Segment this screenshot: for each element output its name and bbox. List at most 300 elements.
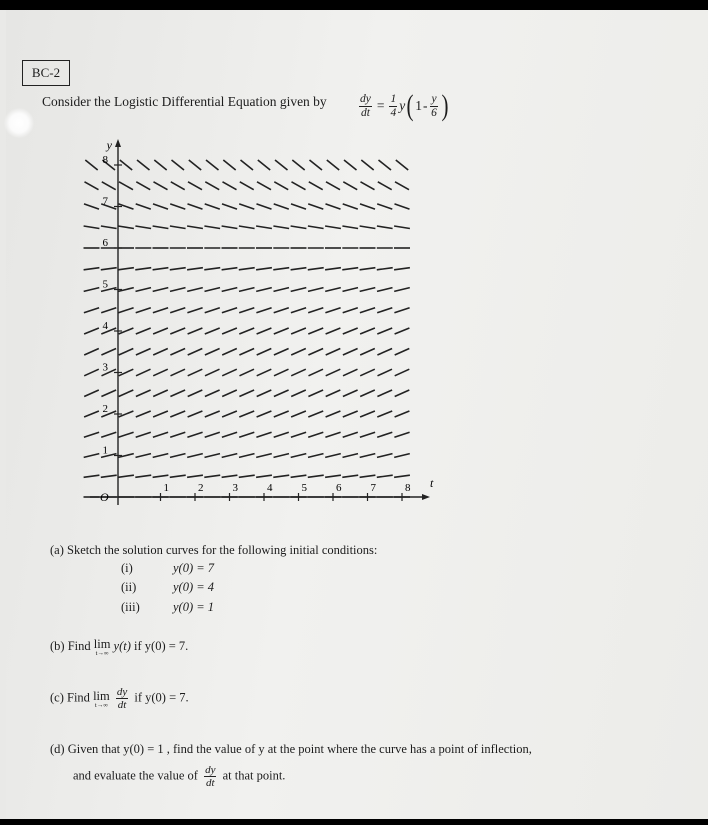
slope-segment [396,160,408,170]
slope-segment [360,390,375,397]
y-tick-label: 3 [102,361,108,374]
slope-segment [84,204,99,209]
slope-segment [394,226,410,229]
slope-segment [119,390,134,397]
slope-segment [395,349,410,356]
slope-segment [239,268,255,270]
slope-segment [172,160,185,170]
slope-segment [257,182,271,190]
slope-segment [153,288,169,292]
slope-segment [325,475,341,477]
slope-segment [239,432,254,437]
t-axis-arrow-icon [422,494,430,500]
slope-segment [361,160,373,170]
slope-segment [222,432,237,437]
part-c-condition: if y(0) = 7. [134,690,189,705]
slope-segment [343,369,358,376]
slope-segment [153,328,168,334]
slope-segment [154,182,168,190]
slope-segment [223,160,235,170]
slope-segment [360,268,376,270]
limit-operator: lim t→∞ [93,688,110,709]
slope-segment [84,288,100,292]
slope-segment [136,288,152,292]
slope-segment [205,204,220,209]
slope-segment [308,328,323,334]
slope-segment [222,390,237,397]
part-d-suffix: at that point. [222,768,286,783]
part-c-prefix: (c) Find [50,690,90,705]
slope-segment [136,411,151,417]
slope-segment [170,475,186,477]
variable-y: y [399,98,406,113]
slope-segment [171,182,185,190]
slope-segment [394,268,410,270]
slope-segment [361,182,375,190]
slope-segment [291,204,306,209]
slope-segment [135,475,151,477]
slope-segment [170,204,185,209]
slope-segment [395,328,410,334]
condition-i-value: y(0) = 7 [173,561,215,575]
y-tick-labels [103,154,123,457]
slope-segment [118,308,133,313]
slope-segment [204,268,220,270]
slope-segment [136,328,151,334]
slope-segment [256,454,272,458]
slope-segment [84,328,99,334]
slope-segment [257,411,272,417]
slope-segment [101,390,116,397]
slope-segment [308,349,323,356]
slope-segment [274,288,290,292]
slope-segment [309,369,324,376]
slope-segment [308,288,324,292]
slope-segment [326,204,341,209]
slope-segment [395,204,410,209]
slope-segment [274,349,289,356]
slope-segment [395,411,410,417]
y-tick-label: 1 [102,444,108,457]
slope-segment [342,268,358,270]
slope-segment [204,226,220,229]
slope-segment [274,432,289,437]
slope-segment [377,308,392,313]
slope-segment [84,226,100,229]
slope-segment [377,411,392,417]
slope-segment [275,160,288,170]
slope-segment [325,454,341,458]
problem-id-box: BC-2 [22,60,70,86]
slope-segment [84,390,99,397]
y-tick-label: 4 [102,320,108,332]
slope-segment [187,268,203,270]
slope-segment [291,454,307,458]
slope-segment [101,475,117,477]
slope-segment [394,432,409,437]
t-tick-label: 1 [163,482,169,494]
slope-segment [135,268,151,270]
slope-segment [170,308,185,313]
slope-segment [257,328,272,334]
slope-segment [308,475,324,477]
slope-segment [136,204,151,209]
slope-segment [222,349,237,356]
slope-segment [205,369,220,376]
slope-segment [377,454,393,458]
slope-segment [291,369,306,376]
slope-segment [326,411,341,417]
slope-segment [153,268,169,270]
slope-segment [222,369,237,376]
slope-segment [343,204,358,209]
slope-segment [308,454,324,458]
slope-segment [343,288,359,292]
slope-segment [239,390,254,397]
slope-segment [136,454,152,458]
slope-segment [309,182,323,190]
slope-segment [273,475,289,477]
slope-segment [101,432,116,437]
slope-segment [343,390,358,397]
slope-segment [395,182,409,190]
slope-segment [188,182,202,190]
slope-segment [205,182,219,190]
slope-segment [377,226,393,229]
slope-segment [239,288,255,292]
slope-segment [101,268,117,270]
slope-segment [84,432,99,437]
part-a-text: (a) Sketch the solution curves for the following initial conditions: [50,543,378,557]
slope-segment [256,475,272,477]
slope-segment [342,226,358,229]
slope-segment [240,369,255,376]
slope-segment [326,390,341,397]
inner-fraction: $\frac{y}{6}$ [431,92,437,119]
slope-segment [274,204,289,209]
t-tick-label: 4 [267,482,273,494]
slope-segment [256,432,271,437]
part-c [50,686,189,711]
problem-intro: Consider the Logistic Differential Equation given by [42,94,327,109]
slope-segment [274,390,289,397]
slope-segment [85,160,97,170]
slope-segment [291,308,306,313]
bottom-black-bar [0,819,708,825]
slope-segment [256,288,272,292]
slope-segment [308,390,323,397]
slope-segment [188,369,203,376]
slope-segment [205,411,220,417]
slope-segment [325,268,341,270]
slope-segment [326,182,340,190]
slope-segment [102,182,116,190]
slope-segment [240,182,254,190]
slope-segment [342,475,358,477]
part-d-line2 [73,764,285,789]
slope-segment [204,475,220,477]
slope-segment [205,308,220,313]
slope-segment [153,390,168,397]
slope-segment [274,369,289,376]
y-tick-label: 5 [102,278,108,291]
slope-segment [291,288,307,292]
slope-segment [291,268,307,270]
slope-segment [343,308,358,313]
slope-segment [239,349,254,356]
part-d-line1: (d) Given that y(0) = 1 , find the value of y at the point where the curve has a point of inflection, [50,742,532,756]
slope-segment [274,328,289,334]
slope-segment [239,226,255,229]
slope-segment [84,349,99,356]
slope-segment [257,349,272,356]
y-tick-label: 6 [102,237,108,249]
slope-segment [327,160,339,170]
slope-segment [360,288,376,292]
slope-segment [136,369,151,376]
slope-segment [84,454,100,458]
slope-segment [291,432,306,437]
slope-segment [360,475,376,477]
slope-segment [153,308,168,313]
slope-segment [170,411,185,417]
slope-segment [222,268,238,270]
slope-segment [343,328,358,334]
slope-segment [239,411,254,417]
slope-segment [292,160,304,170]
slope-segment [326,369,341,376]
slope-segment [153,349,168,356]
slope-segment [136,349,151,356]
slope-segment [257,390,272,397]
slope-segment [119,182,133,190]
slope-segment [395,369,410,376]
dy-dt-fraction: $\frac{dy}{dt}$ [205,764,216,789]
slope-segment [205,454,221,458]
slope-segment [360,349,375,356]
slope-segment [308,268,324,270]
slope-segment [136,390,151,397]
minus-sign: - [422,98,428,113]
slope-segment [136,432,151,437]
slope-segment [291,411,306,417]
slope-segment [291,475,307,477]
slope-segment [343,454,359,458]
t-axis-label: t [430,476,434,490]
slope-segment [84,369,99,376]
light-glare [4,108,34,138]
slope-segment [274,454,290,458]
slope-segment [360,204,375,209]
slope-segment [170,288,186,292]
slope-segment [222,475,238,477]
part-b [50,637,188,657]
slope-segment [222,288,238,292]
slope-segment [171,369,186,376]
t-tick-label: 5 [301,482,307,494]
slope-segment [258,160,270,170]
slope-segment [189,160,201,170]
dy-dt-fraction: $\frac{dy}{dt}$ [360,92,371,119]
slope-segment [239,454,255,458]
y-axis-arrow-icon [115,139,121,147]
slope-segment [310,160,323,170]
slope-segment [119,349,134,356]
slope-segment [170,328,185,334]
limit-operator: lim t→∞ [93,637,111,657]
slope-segment [308,204,323,209]
slope-segment [239,204,254,209]
equals-sign: = [376,98,385,113]
slope-segment [377,390,392,397]
condition-ii-value: y(0) = 4 [173,580,215,594]
slope-segment [274,308,289,313]
slope-segment [343,349,358,356]
slope-segment [308,226,324,229]
top-black-bar [0,0,708,10]
part-b-expr: y(t) [113,638,131,653]
slope-segment [136,308,151,313]
condition-i-label: (i) [121,561,133,575]
slope-segment [170,226,186,229]
slope-segment [291,328,306,334]
slope-segment [153,432,168,437]
slope-segment [223,182,237,190]
slope-segment [360,454,376,458]
slope-segment [326,328,341,334]
slope-segment [325,288,341,292]
differential-equation [357,84,450,128]
slope-segment [256,268,272,270]
slope-segment [394,288,410,292]
slope-segment [239,328,254,334]
slope-segment [153,204,168,209]
t-tick-label: 3 [232,482,238,494]
t-tick-label: 6 [336,482,342,494]
slope-segment [344,160,357,170]
slope-segment [222,411,237,417]
left-paren: ( [406,89,414,122]
slope-segment [118,268,134,270]
slope-segment [394,475,410,477]
slope-segment [291,390,306,397]
slope-segment [154,160,166,170]
slope-segment [101,308,116,313]
slope-segment [308,432,323,437]
part-b-prefix: (b) Find [50,638,91,653]
slope-segment [84,411,99,417]
slope-segment [360,328,375,334]
slope-segment [188,204,203,209]
slope-segment [84,308,99,313]
slope-segment [205,390,220,397]
slope-segment [325,432,340,437]
slope-segment [291,349,306,356]
slope-segment [170,268,186,270]
slope-segment [273,226,289,229]
slope-segment [292,182,306,190]
part-b-condition: if y(0) = 7. [134,638,189,653]
slope-segment [187,475,203,477]
t-tick-label: 2 [198,482,204,494]
y-axis-label: y [106,138,112,152]
slope-segment [326,349,341,356]
slope-segment [118,475,134,477]
slope-segment [153,475,169,477]
condition-ii-label: (ii) [121,580,137,594]
slope-segment [379,160,392,170]
condition-iii-label: (iii) [121,600,140,614]
slope-segment [188,328,203,334]
slope-segment [394,308,409,313]
slope-segment [170,432,185,437]
slope-segment [84,268,100,270]
slope-segment [153,369,168,376]
slope-segment [343,432,358,437]
slope-segment [377,288,393,292]
slope-segment [360,432,375,437]
slope-segment [378,369,393,376]
slope-segment [360,369,375,376]
slope-segment [241,160,254,170]
slope-segment [85,182,99,190]
slope-segment [187,288,203,292]
slope-segment [188,411,203,417]
slope-segment [136,182,150,190]
constant-one: 1 [415,98,422,113]
slope-segment [377,328,392,334]
slope-segment [377,475,393,477]
slope-segment [188,390,203,397]
slope-segment [222,328,237,334]
slope-segment [395,390,410,397]
slope-segment [257,369,272,376]
slope-segment [187,226,203,229]
slope-segment [153,454,169,458]
slope-segment [222,226,238,229]
slope-segment [170,390,185,397]
slope-segment [291,226,307,229]
slope-segment [170,454,186,458]
origin-label: O [100,490,109,504]
slope-segment [135,226,151,229]
slope-segment [377,349,392,356]
slope-segment [101,349,116,356]
slope-segment [153,411,168,417]
slope-segment [187,432,202,437]
slope-segment [118,226,134,229]
slope-segment [308,411,323,417]
slope-segment [256,308,271,313]
slope-segment [377,268,393,270]
slope-segment [274,411,289,417]
slope-segment [118,432,133,437]
slope-segment [343,182,357,190]
t-tick-labels [161,482,412,501]
slope-segment [273,268,289,270]
slope-segment [308,308,323,313]
slope-segment [84,475,100,477]
t-tick-label: 7 [370,482,376,494]
slope-segment [205,349,220,356]
slope-segment [153,226,169,229]
slope-segment [394,454,410,458]
slope-segment [222,454,238,458]
slope-segment [377,432,392,437]
t-tick-label: 8 [405,482,411,494]
slope-segment [274,182,288,190]
condition-iii-value: y(0) = 1 [173,600,215,614]
